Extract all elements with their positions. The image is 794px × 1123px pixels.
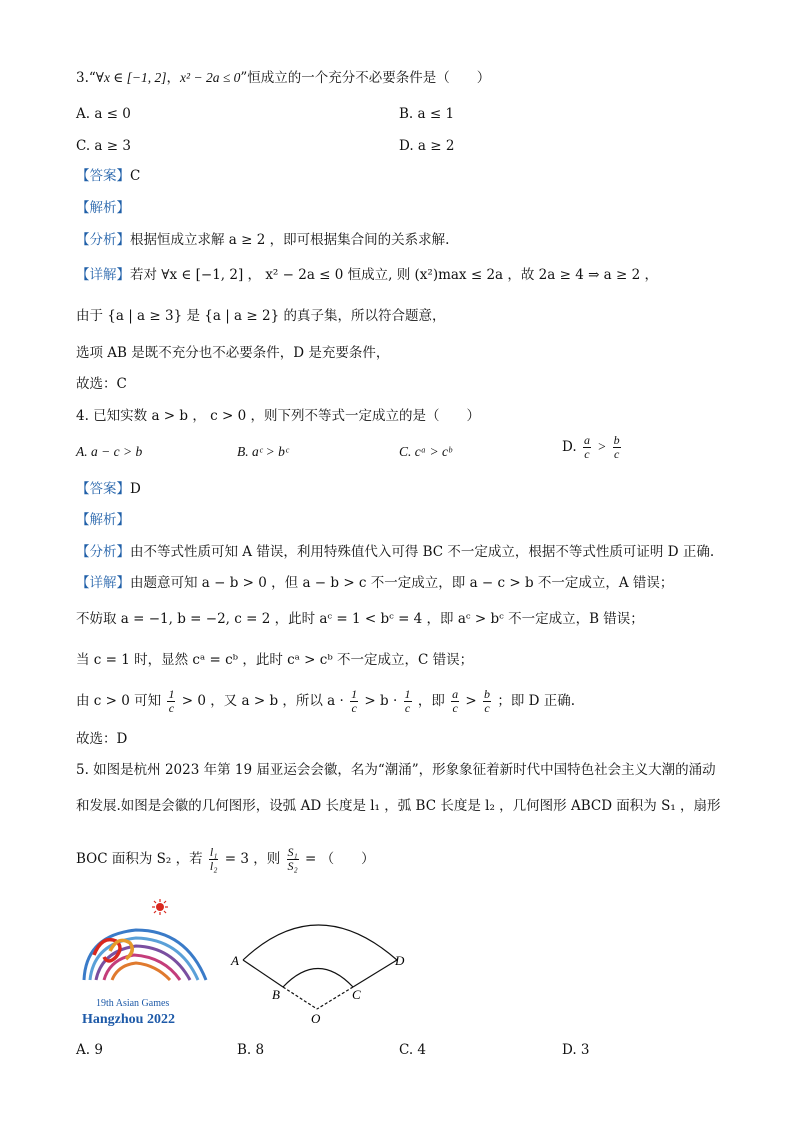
q4-option-d: D. $\frac{a}{c}$ > $\frac{b}{c}$	[562, 433, 620, 461]
fraction: $\frac{b}{c}$	[613, 433, 620, 461]
q4-answer: 【答案】D	[76, 481, 141, 497]
q5-line1: 5. 如图是杭州 2023 年第 19 届亚运会会徽，名为“潮涌”，形象象征着新时代中国特色社会主义大潮的涌动	[76, 762, 716, 778]
fraction: $\frac{a}{c}$	[583, 433, 590, 461]
q3-xiangjie: 【详解】若对 ∀x ∈ [−1, 2] ， x² − 2a ≤ 0 恒成立, 则 (x²)max ≤ 2a ，故 2a ≥ 4 ⇒ a ≥ 2 ，	[76, 267, 658, 283]
q4-line4: 由 c > 0 可知 $\frac{1}{c}$ > 0 ，又 a > b ，所以 a · $\frac{1}{c}$ > b · $\frac{1}{c}$ ，即 $\frac{a}{c}$ > $\frac{b}{c}$ ；即 D 正确.	[76, 687, 576, 715]
q5-option-c: C. 4	[399, 1042, 427, 1058]
fraction: $\frac{1}{c}$	[168, 687, 175, 715]
segment-ab	[243, 960, 283, 987]
q5-option-b: B. 8	[237, 1042, 265, 1058]
q4-stem: 4. 已知实数 a > b ， c > 0 ，则下列不等式一定成立的是（ ）	[76, 408, 480, 424]
q3-fenxi: 【分析】根据恒成立求解 a ≥ 2 ，即可根据集合间的关系求解.	[76, 232, 450, 248]
q3-line2: 由于 {a | a ≥ 3} 是 {a | a ≥ 2} 的真子集，所以符合题意，	[76, 308, 446, 324]
point-b: B	[272, 987, 280, 1002]
q3-option-c: C. a ≥ 3	[76, 138, 131, 154]
arc-ad	[243, 925, 397, 960]
fraction: $\frac{\text{S₁}}{\text{S₂}}$	[287, 845, 298, 873]
wave-emblem	[84, 930, 206, 980]
q4-line3: 当 c = 1 时，显然 cᵃ = cᵇ ，此时 cᵃ > cᵇ 不一定成立，C 错误；	[76, 652, 474, 668]
logo-line2: Hangzhou 2022	[82, 1012, 175, 1027]
q4-line5: 故选：D	[76, 731, 128, 747]
q5-option-d: D. 3	[562, 1042, 590, 1058]
sector-figure	[225, 905, 415, 1030]
q4-analysis-label: 【解析】	[76, 512, 130, 528]
q3-option-b: B. a ≤ 1	[399, 106, 455, 122]
fraction: $\frac{a}{c}$	[452, 687, 459, 715]
fraction: $\frac{1}{c}$	[404, 687, 411, 715]
q3-stem: 3.“∀x ∈ [−1, 2]，x² − 2a ≤ 0”恒成立的一个充分不必要条件是（ ）	[76, 70, 491, 86]
q4-option-c: C. cᵃ > cᵇ	[399, 444, 452, 459]
arc-bc	[283, 969, 353, 988]
q3-line3: 选项 AB 是既不充分也不必要条件，D 是充要条件，	[76, 345, 390, 361]
q5-option-a: A. 9	[76, 1042, 103, 1058]
q4-option-a: A. a − c > b	[76, 444, 143, 459]
logo-line1: 19th Asian Games	[96, 998, 170, 1009]
segment-bo	[283, 987, 317, 1009]
fraction: $\frac{1}{c}$	[351, 687, 358, 715]
point-d: D	[395, 953, 405, 968]
q4-fenxi: 【分析】由不等式性质可知 A 错误，利用特殊值代入可得 BC 不一定成立，根据不等式性质可证明 D 正确.	[76, 544, 715, 560]
segment-dc	[353, 960, 397, 987]
point-c: C	[352, 987, 361, 1002]
sun-icon	[152, 899, 168, 915]
q3-answer: 【答案】C	[76, 168, 141, 184]
q3-option-d: D. a ≥ 2	[399, 138, 455, 154]
segment-co	[317, 987, 353, 1009]
q3-analysis-label: 【解析】	[76, 200, 130, 216]
q4-line2: 不妨取 a = −1, b = −2, c = 2 ，此时 aᶜ = 1 < bᶜ = 4 ，即 aᶜ > bᶜ 不一定成立，B 错误；	[76, 611, 644, 627]
q4-xiangjie: 【详解】由题意可知 a − b > 0 ，但 a − b > c 不一定成立，即 a − c > b 不一定成立，A 错误；	[76, 575, 674, 591]
fraction: $\frac{\text{l₁}}{\text{l₂}}$	[209, 845, 218, 873]
q5-line2: 和发展.如图是会徽的几何图形，设弧 AD 长度是 l₁ ，弧 BC 长度是 l₂ ，几何图形 ABCD 面积为 S₁ ，扇形	[76, 798, 721, 814]
q3-option-a: A. a ≤ 0	[76, 106, 131, 122]
point-o: O	[311, 1011, 321, 1026]
q5-line3: BOC 面积为 S₂ ，若 $\frac{\text{l₁}}{\text{l₂}}$ = 3 ，则 $\frac{\text{S₁}}{\text{S₂}}$ = （ ）	[76, 845, 375, 873]
asian-games-logo	[76, 895, 216, 1030]
q3-line4: 故选：C	[76, 376, 127, 392]
point-a: A	[231, 953, 239, 968]
q4-option-b: B. aᶜ > bᶜ	[237, 444, 289, 459]
fraction: $\frac{b}{c}$	[484, 687, 491, 715]
